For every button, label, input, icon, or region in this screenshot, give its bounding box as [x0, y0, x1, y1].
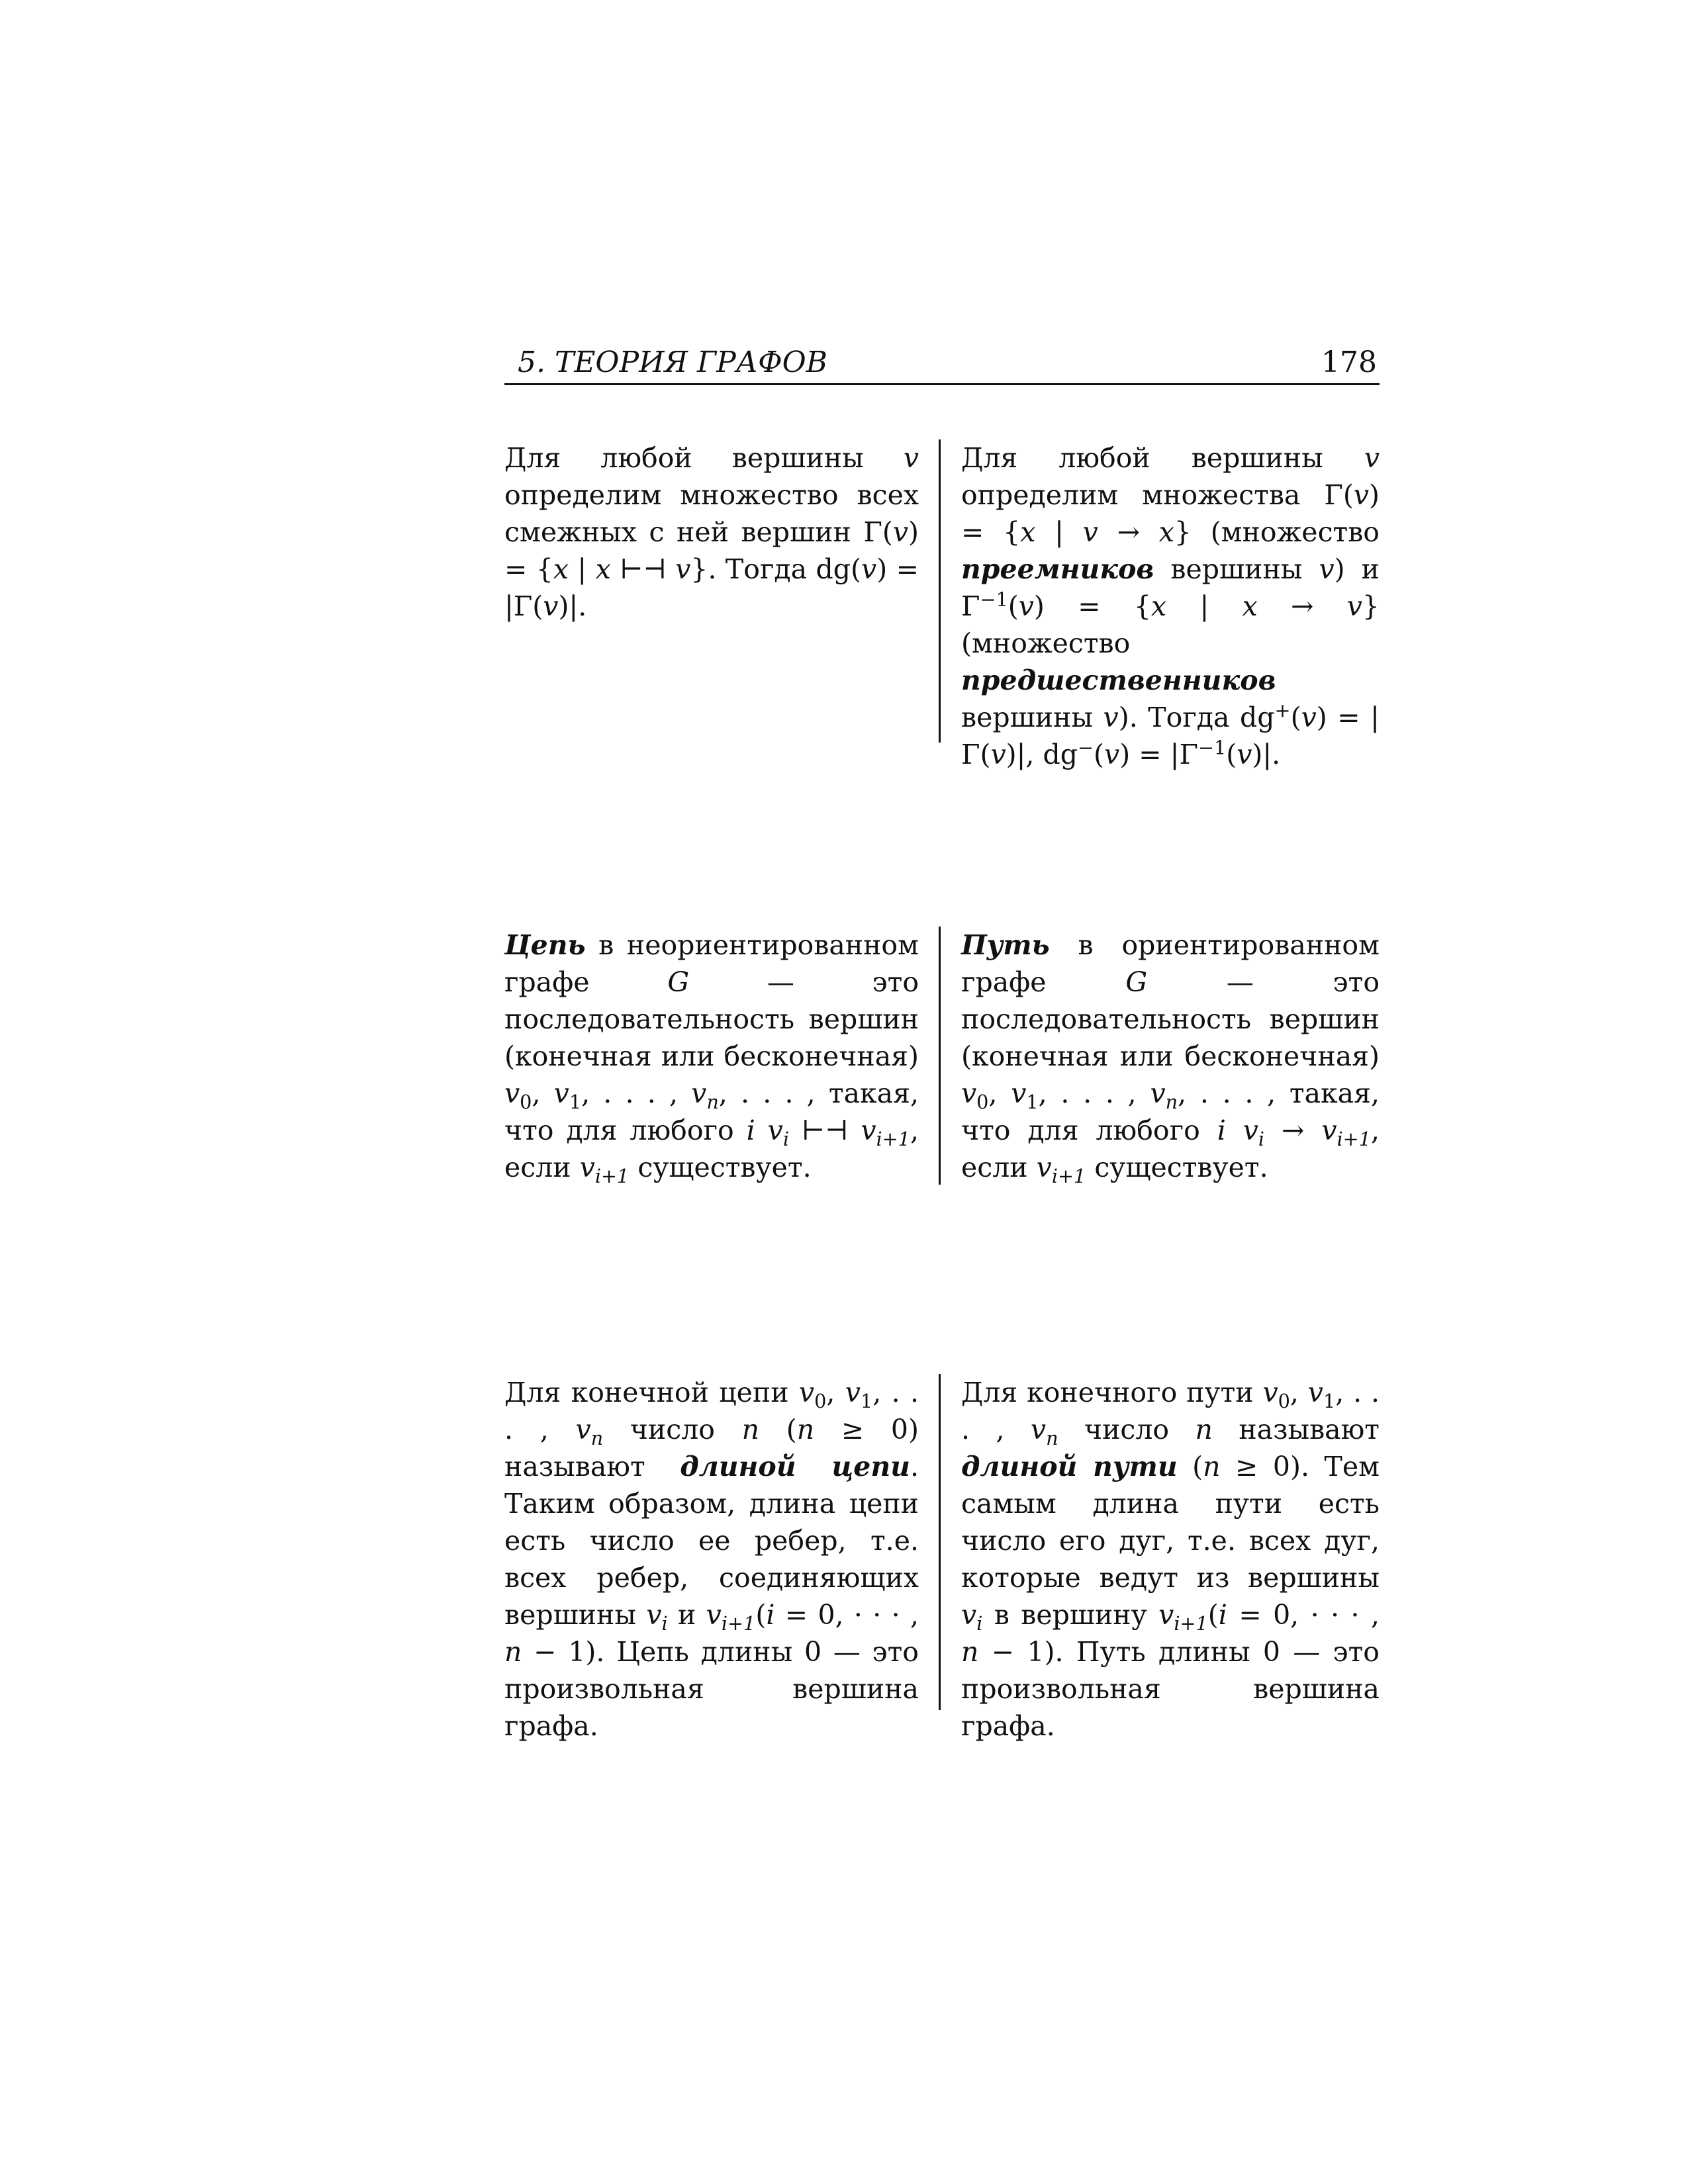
column-divider	[939, 439, 941, 743]
term-chain: Цепь	[504, 929, 586, 961]
term-successors: преемников	[961, 553, 1154, 585]
column-undirected	[504, 1374, 928, 1745]
term-predecessors: предшественников	[961, 664, 1276, 696]
paragraph-path-length: Для конечного пути $v_0$, $v_1$, . . . , $v_n$ число n называют длиной пути (n ≥ 0). Тем самым длина пути есть число его дуг, т.е. всех дуг, которые ведут из вершины $v_i$ в вершину $v_{i+1}(i = 0$, · · · , n − 1). Путь длины 0 — это произвольная вершина графа.	[961, 1377, 1380, 1742]
term-chain-length: длиной цепи	[680, 1451, 910, 1482]
definition-block-neighborhood	[504, 439, 1380, 770]
column-directed	[956, 1374, 1380, 1745]
paragraph-adjacent-vertices: Для любой вершины v определим множество всех смежных с ней вершин Γ(v) = {x | x ⊢⊣ v}. Тогда dg(v) = |Γ(v)|.	[504, 442, 919, 622]
paragraph-chain-length: Для конечной цепи $v_0$, $v_1$, . . . , $v_n$ число n (n ≥ 0) называют длиной цепи. Таким образом, длина цепи есть число ее ребер, т.е. всех ребер, соединяющих вершины $v_i$ и $v_{i+1}(i = 0$, · · · , n − 1). Цепь длины 0 — это произвольная вершина графа.	[504, 1377, 919, 1742]
column-divider	[939, 1374, 941, 1710]
chapter-title: 5. ТЕОРИЯ ГРАФОВ	[518, 345, 827, 379]
term-path: Путь	[961, 929, 1050, 961]
column-directed	[956, 927, 1380, 1186]
column-undirected	[504, 927, 928, 1186]
definition-block-length	[504, 1374, 1380, 1742]
paragraph-chain-definition: Цепь в неориентированном графе G — это последовательность вершин (конечная или бесконечная) $v_0$, $v_1$, . . . , $v_n$, . . . , такая, что для любого i $v_i$ ⊢⊣ $v_{i+1}$, если $v_{i+1}$ существует.	[504, 929, 919, 1188]
definition-block-chain-path	[504, 927, 1380, 1191]
page-header	[504, 343, 1380, 385]
paragraph-successors-predecessors: Для любой вершины v определим множества Γ(v) = {x | v → x} (множество преемников вершины v) и $\Gamma^{-1}(v) = \{x$ | x → v} (множество предшественников вершины v). Тогда dg+(v) = |Γ(v)|, $dg^-(v) = |\Gamma^{-1}(v)|$.	[961, 442, 1380, 770]
term-path-length: длиной пути	[961, 1451, 1178, 1482]
paragraph-path-definition: Путь в ориентированном графе G — это последовательность вершин (конечная или бесконечная) $v_0$, $v_1$, . . . , $v_n$, . . . , такая, что для любого i $v_i \to v_{i+1}$, если $v_{i+1}$ существует.	[961, 929, 1380, 1188]
column-undirected	[504, 439, 928, 625]
column-divider	[939, 927, 941, 1185]
page-number: 178	[1321, 345, 1377, 379]
column-directed	[956, 439, 1380, 773]
